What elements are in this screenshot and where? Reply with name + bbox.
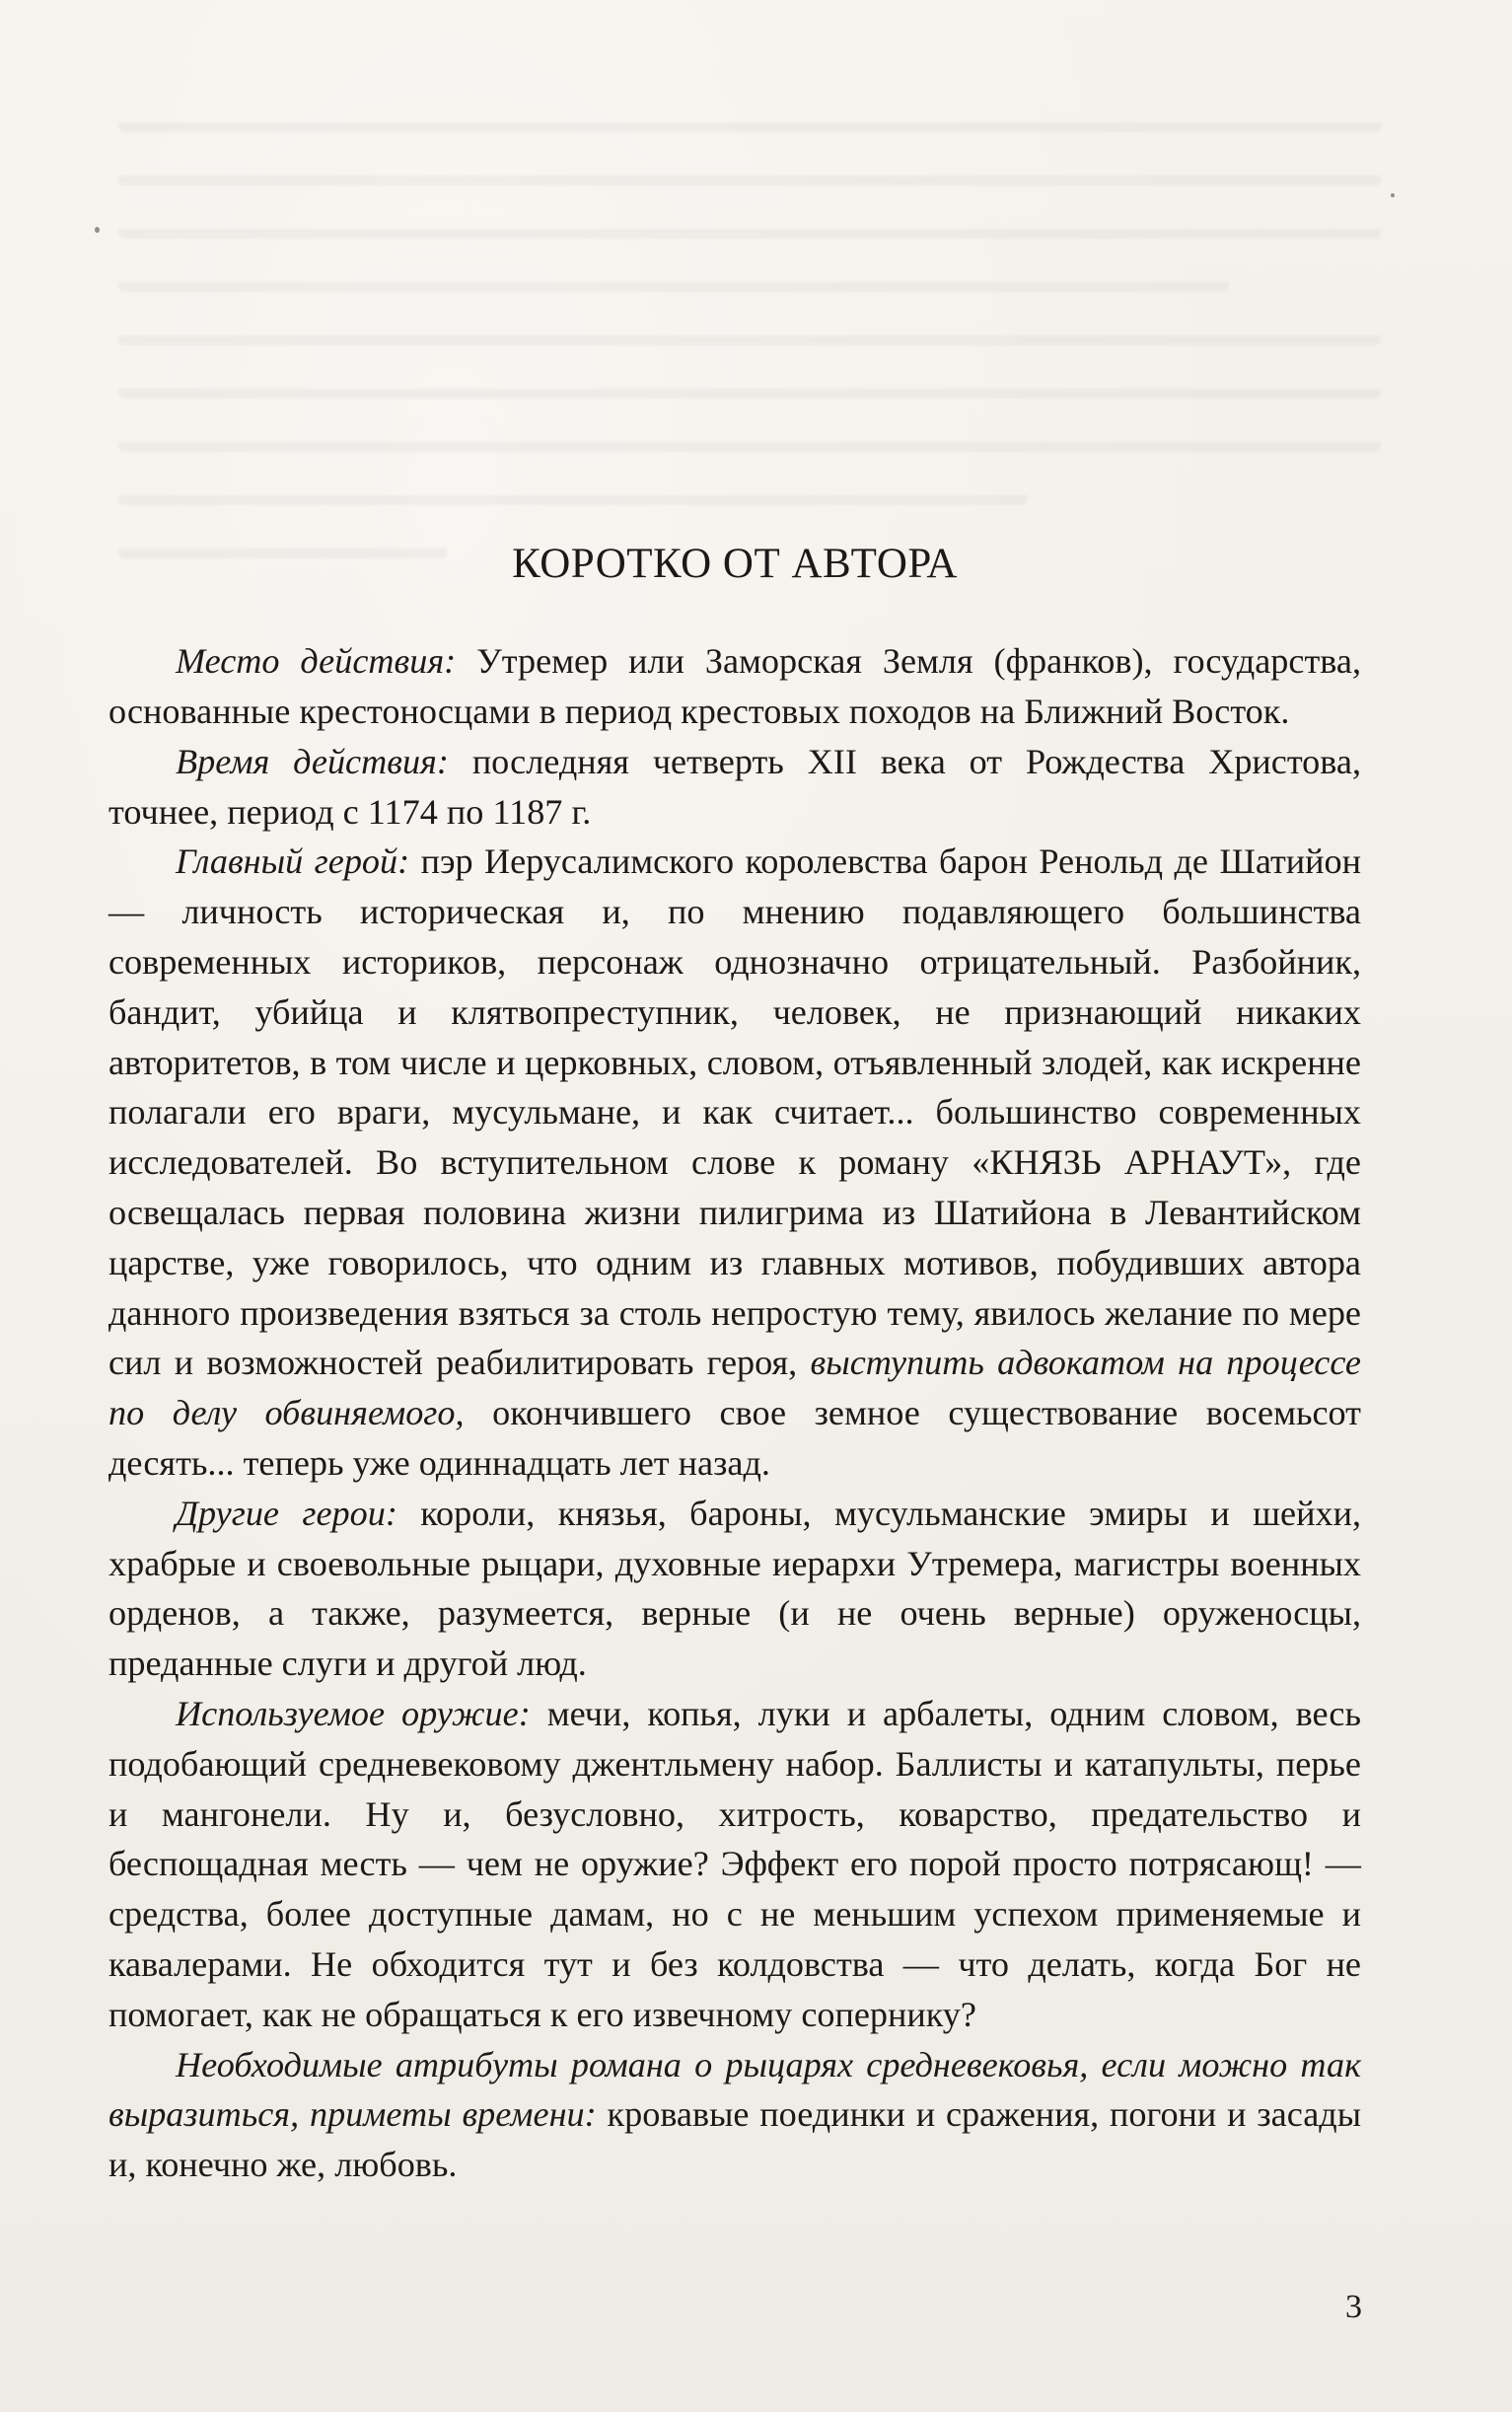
paragraph-text: Утремер или Заморская Земля (франков), государства, основанные крестоносцами в период крестовых походов на Ближний Восток. [108, 641, 1361, 732]
paragraph-text: пэр Иерусалимского королевства барон Ренольд де Шатийон — личность историческая и, по мнению подавляющего большинства современных историков, персонаж однозначно отрицательный. Разбойник, бандит, убийца и клятвопреступник, человек, не признающий никаких авторитетов, в том числе и церковных, словом, отъявленный злодей, как искренне полагали его враги, мусульмане, и как считает... большинство современных исследователей. Во вступительном слове к роману «КНЯЗЬ АРНАУТ», где освещалась первая половина жизни пилигрима из Шатийона в Левантийском царстве, уже говорилось, что одним из главных мотивов, побудивших автора данного произведения взяться за столь непростую тему, явилось желание по мере сил и возможностей реабилитировать героя, [108, 841, 1362, 1383]
paragraph-hero [108, 837, 1361, 1488]
paragraph-text-tail: окончившего свое земное существование восемьсот десять... теперь уже одиннадцать лет назад. [108, 1393, 1361, 1484]
paragraph-time [108, 737, 1361, 838]
paragraph-label: Время действия: [176, 741, 449, 781]
paragraph-label: Необходимые атрибуты романа о рыцарях средневековья, если можно так выразиться, приметы времени: [108, 2044, 1361, 2135]
paragraph-place [108, 636, 1361, 737]
paragraph-text: мечи, копья, луки и арбалеты, одним словом, весь подобающий средневековому джентльмену набор. Баллисты и катапульты, перье и мангонели. Ну и, безусловно, хитрость, коварство, предательство и беспощадная месть — чем не оружие? Эффект его порой просто потрясающ! — средства, более доступные дамам, но с не меньшим успехом применяемые и кавалерами. Не обходится тут и без колдовства — что делать, когда Бог не помогает, как не обращаться к его извечному сопернику? [108, 1694, 1362, 2034]
bleed-line [118, 185, 1381, 239]
paragraph-label: Место действия: [176, 641, 457, 682]
bleed-line [118, 452, 1028, 505]
ink-speck [95, 227, 100, 233]
page-content [108, 541, 1361, 2190]
paragraph-text: последняя четверть XII века от Рождества Христова, точнее, период с 1174 по 1187 г. [108, 741, 1361, 832]
page-title: КОРОТКО ОТ АВТОРА [512, 541, 958, 587]
bleed-line [118, 292, 1381, 345]
paragraph-label: Используемое оружие: [176, 1694, 531, 1734]
bleed-through-text [118, 79, 1381, 552]
paragraph-other-heroes [108, 1489, 1361, 1689]
ink-speck [1391, 193, 1395, 197]
page-number: 3 [1345, 2289, 1362, 2325]
paragraph-italic-phrase: выступить адвокатом на процессе по делу обвиняемого, [108, 1343, 1361, 1433]
bleed-line [118, 79, 1381, 132]
paragraph-text: короли, князья, бароны, мусульманские эмиры и шейхи, храбрые и своевольные рыцари, духовные иерархи Утремера, магистры военных орденов, а также, разумеется, верные (и не очень верные) оруженосцы, преданные слуги и другой люд. [108, 1493, 1361, 1684]
paragraph-label: Главный герой: [176, 841, 410, 882]
bleed-line [118, 345, 1381, 399]
paragraph-label: Другие герои: [176, 1493, 397, 1533]
bleed-line [118, 132, 1381, 185]
bleed-line [118, 399, 1381, 452]
bleed-line [118, 239, 1229, 292]
paragraph-weapons [108, 1689, 1361, 2040]
paragraph-attributes [108, 2040, 1361, 2190]
paragraph-text: кровавые поединки и сражения, погони и засады и, конечно же, любовь. [108, 2094, 1362, 2185]
